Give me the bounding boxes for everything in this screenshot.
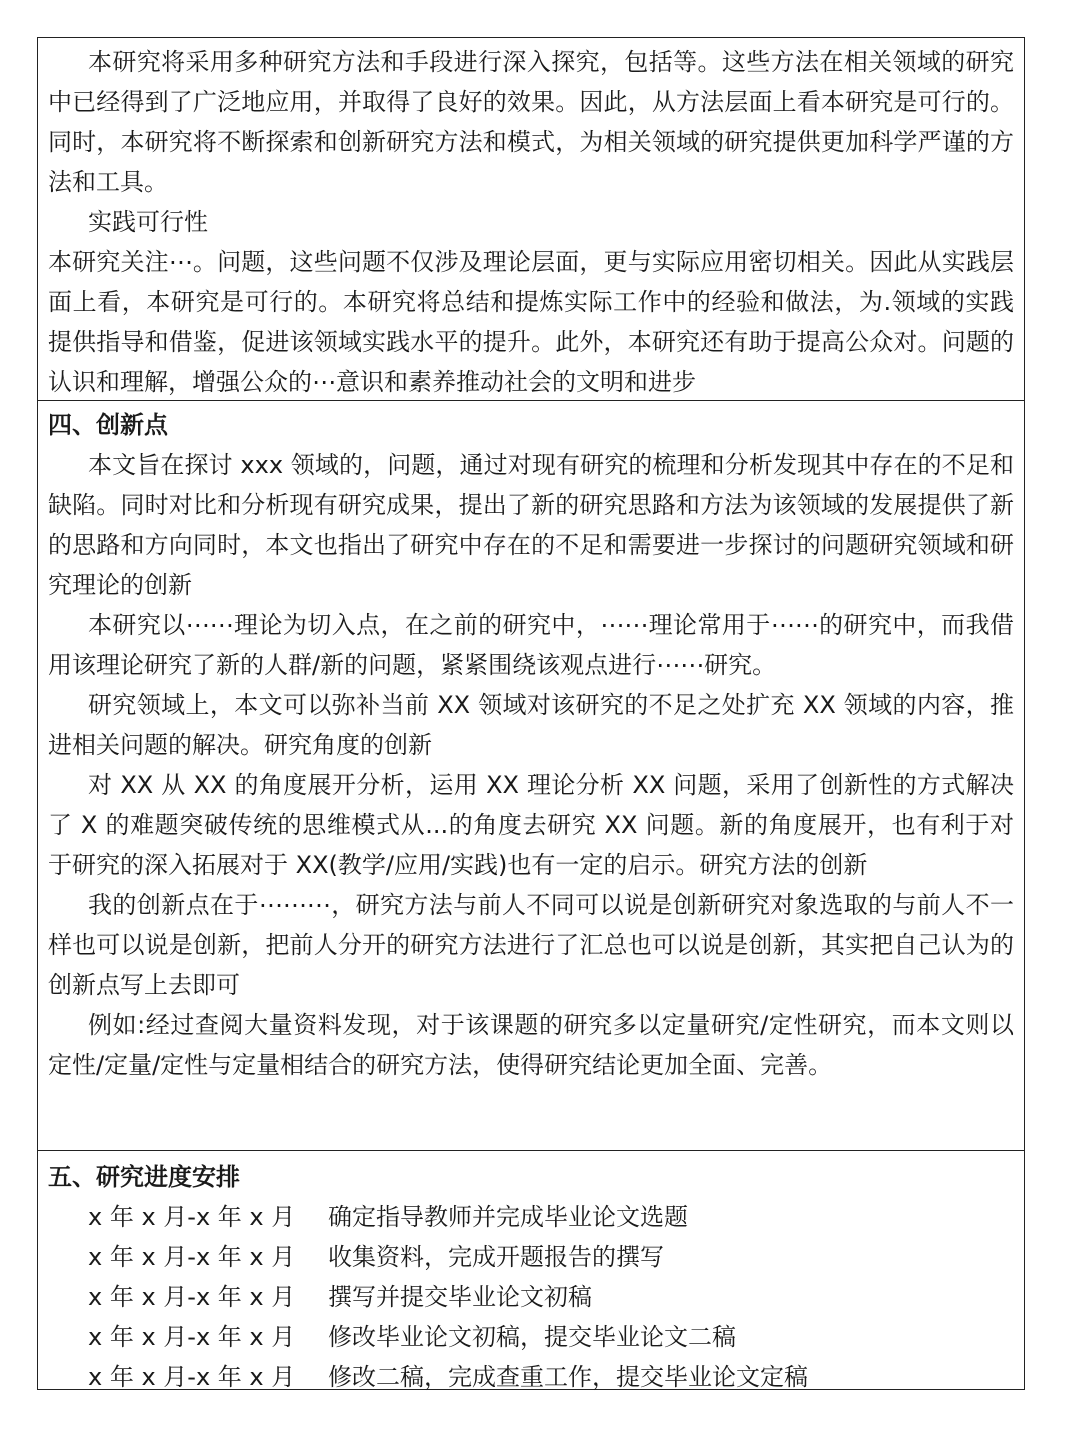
innovation-paragraph: 本研究以⋯⋯理论为切入点，在之前的研究中，⋯⋯理论常用于⋯⋯的研究中，而我借用该理论研究了新的人群/新的问题，紧紧围绕该观点进行⋯⋯研究。 <box>48 611 1014 679</box>
schedule-row <box>48 1317 1014 1357</box>
schedule-row <box>48 1277 1014 1317</box>
schedule-date: x 年 x 月-x 年 x 月 <box>88 1243 296 1271</box>
schedule-task: 收集资料，完成开题报告的撰写 <box>328 1243 664 1271</box>
innovation-heading: 四、创新点 <box>48 411 168 439</box>
schedule-task: 撰写并提交毕业论文初稿 <box>328 1283 592 1311</box>
practice-feasibility-paragraph: 本研究关注⋯。问题，这些问题不仅涉及理论层面，更与实际应用密切相关。因此从实践层面上看，本研究是可行的。本研究将总结和提炼实际工作中的经验和做法，为.领域的实践提供指导和借鉴，促进该领域实践水平的提升。此外，本研究还有助于提高公众对。问题的认识和理解，增强公众的⋯意识和素养推动社会的文明和进步 <box>48 248 1014 396</box>
practice-feasibility-title: 实践可行性 <box>88 208 208 236</box>
innovation-paragraph: 我的创新点在于⋯⋯⋯，研究方法与前人不同可以说是创新研究对象选取的与前人不一样也可以说是创新，把前人分开的研究方法进行了汇总也可以说是创新，其实把自己认为的创新点写上去即可 <box>48 891 1014 999</box>
schedule-row <box>48 1197 1014 1237</box>
schedule-date: x 年 x 月-x 年 x 月 <box>88 1363 296 1391</box>
schedule-row <box>48 1357 1014 1397</box>
innovation-paragraph: 例如:经过查阅大量资料发现，对于该课题的研究多以定量研究/定性研究，而本文则以定性/定量/定性与定量相结合的研究方法，使得研究结论更加全面、完善。 <box>48 1011 1014 1079</box>
innovation-cell <box>38 400 1024 1150</box>
innovation-paragraph: 研究领域上，本文可以弥补当前 XX 领域对该研究的不足之处扩充 XX 领域的内容，推进相关问题的解决。研究角度的创新 <box>48 691 1014 759</box>
schedule-task: 修改毕业论文初稿，提交毕业论文二稿 <box>328 1323 736 1351</box>
proposal-table <box>37 37 1025 1390</box>
schedule-task: 确定指导教师并完成毕业论文选题 <box>328 1203 688 1231</box>
innovation-paragraph: 本文旨在探讨 xxx 领域的，问题，通过对现有研究的梳理和分析发现其中存在的不足和缺陷。同时对比和分析现有研究成果，提出了新的研究思路和方法为该领域的发展提供了新的思路和方向同时，本文也指出了研究中存在的不足和需要进一步探讨的问题研究领域和研究理论的创新 <box>48 451 1014 599</box>
schedule-date: x 年 x 月-x 年 x 月 <box>88 1323 296 1351</box>
schedule-date: x 年 x 月-x 年 x 月 <box>88 1203 296 1231</box>
feasibility-cell <box>38 38 1024 400</box>
schedule-row <box>48 1237 1014 1277</box>
methods-feasibility-paragraph: 本研究将采用多种研究方法和手段进行深入探究，包括等。这些方法在相关领域的研究中已经得到了广泛地应用，并取得了良好的效果。因此，从方法层面上看本研究是可行的。同时，本研究将不断探索和创新研究方法和模式，为相关领域的研究提供更加科学严谨的方法和工具。 <box>48 48 1014 196</box>
schedule-heading: 五、研究进度安排 <box>48 1163 240 1191</box>
schedule-task: 修改二稿，完成查重工作，提交毕业论文定稿 <box>328 1363 808 1391</box>
innovation-paragraph: 对 XX 从 XX 的角度展开分析，运用 XX 理论分析 XX 问题，采用了创新性的方式解决了 X 的难题突破传统的思维模式从...的角度去研究 XX 问题。新的角度展开，也有利于对于研究的深入拓展对于 XX(教学/应用/实践)也有一定的启示。研究方法的创新 <box>48 771 1014 879</box>
schedule-cell <box>38 1150 1024 1389</box>
schedule-date: x 年 x 月-x 年 x 月 <box>88 1283 296 1311</box>
